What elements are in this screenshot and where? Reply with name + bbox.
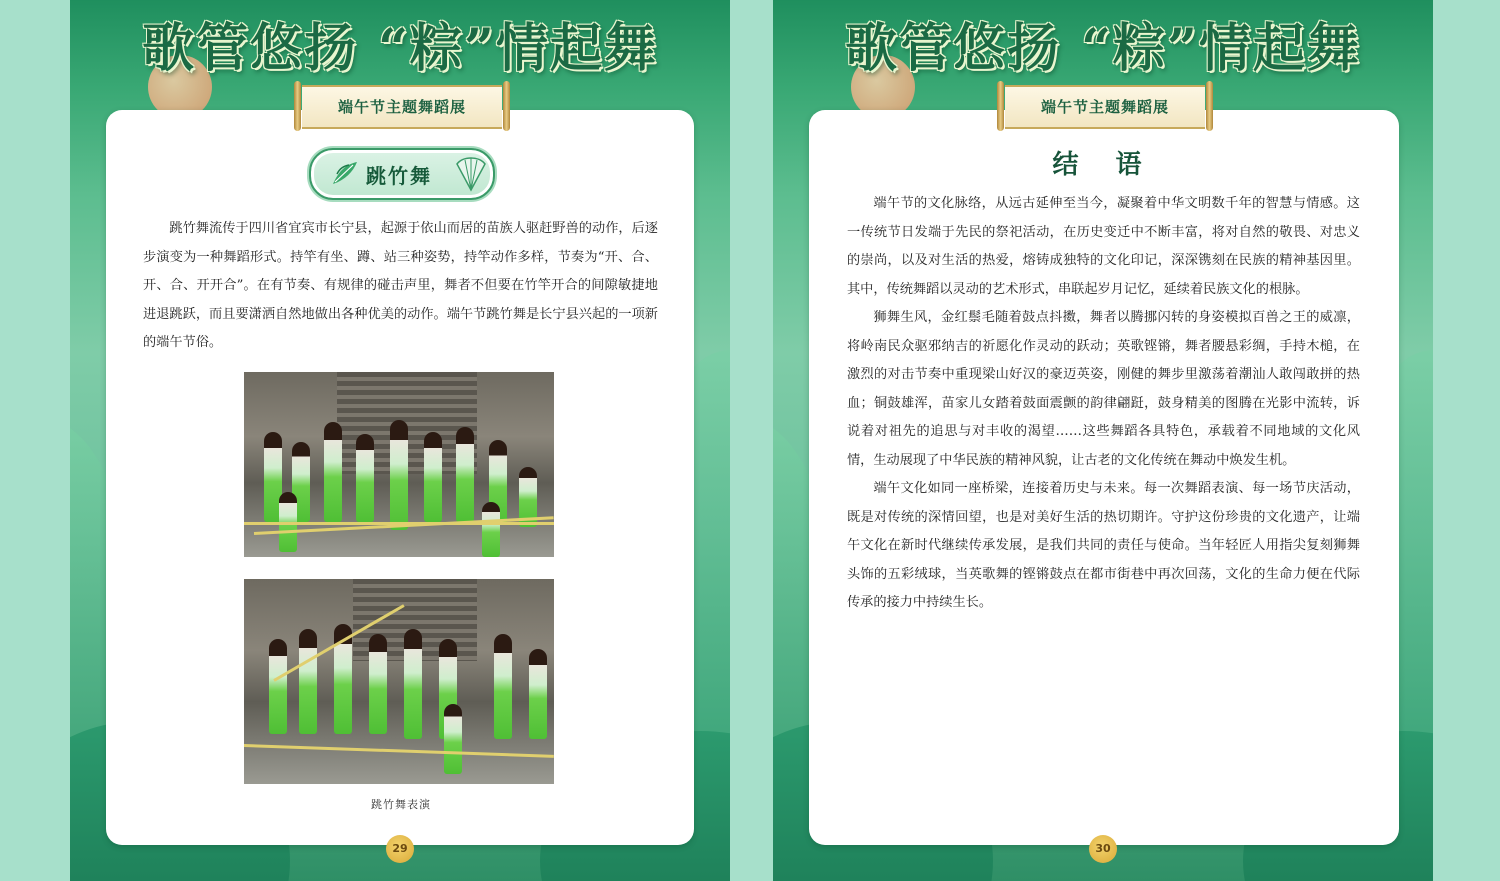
main-title: 歌管悠扬 “粽”情起舞 bbox=[845, 18, 1361, 79]
bamboo-pole bbox=[244, 744, 554, 758]
photo-dancer bbox=[529, 649, 547, 739]
paragraph-3: 端午文化如同一座桥梁，连接着历史与未来。每一次舞蹈表演、每一场节庆活动，既是对传统的深情回望，也是对美好生活的热切期许。守护这份珍贵的文化遗产，让端午文化在新时代继续传承发展，是我们共同的责任与使命。当年轻匠人用指尖复刻狮舞头饰的五彩绒球，当英歌舞的铿锵鼓点在都市街巷中再次回荡，文化的生命力便在代际传承的接力中持续生长。 bbox=[847, 481, 1360, 610]
main-title: 歌管悠扬 “粽”情起舞 bbox=[142, 18, 658, 79]
subtitle-banner: 端午节主题舞蹈展 bbox=[302, 85, 502, 129]
section-title: 结 语 bbox=[1052, 150, 1156, 180]
photo-dancer bbox=[456, 427, 474, 522]
photo-dancer bbox=[269, 639, 287, 734]
subtitle-banner: 端午节主题舞蹈展 bbox=[1005, 85, 1205, 129]
photo-caption: 跳竹舞表演 bbox=[371, 798, 431, 811]
paragraph-1: 端午节的文化脉络，从远古延伸至当今，凝聚着中华文明数千年的智慧与情感。这一传统节日发端于先民的祭祀活动，在历史变迁中不断丰富，将对自然的敬畏、对忠义的崇尚，以及对生活的热爱，熔铸成独特的文化印记，深深镌刻在民族的精神基因里。其中，传统舞蹈以灵动的艺术形式，串联起岁月记忆，延续着民族文化的根脉。 bbox=[847, 196, 1360, 297]
photo-dancer bbox=[404, 629, 422, 739]
photo-dancer bbox=[424, 432, 442, 522]
page-number: 29 bbox=[386, 835, 414, 863]
article-paragraph bbox=[143, 215, 658, 358]
photo-dancer bbox=[390, 420, 408, 530]
photo-dancer bbox=[494, 634, 512, 739]
photo-dancer bbox=[482, 502, 500, 557]
photo-bamboo-dance-2 bbox=[244, 579, 554, 784]
page-number: 30 bbox=[1089, 835, 1117, 863]
photo-bamboo-dance-1 bbox=[244, 372, 554, 557]
photo-dancer bbox=[444, 704, 462, 774]
paragraph-text: 跳竹舞流传于四川省宜宾市长宁县，起源于依山而居的苗族人驱赶野兽的动作，后逐步演变为一种舞蹈形式。持竿有坐、蹲、站三种姿势，持竿动作多样，节奏为“开、合、开、合、开开合”。在有节奏、有规律的碰击声里，舞者不但要在竹竿开合的间隙敏捷地进退跳跃，而且要潇洒自然地做出各种优美的动作。端午节跳竹舞是长宁县兴起的一项新的端午节俗。 bbox=[143, 221, 658, 350]
paragraph-2: 狮舞生风，金红鬃毛随着鼓点抖擞，舞者以腾挪闪转的身姿模拟百兽之王的威凛，将岭南民众驱邪纳吉的祈愿化作灵动的跃动；英歌铿锵，舞者腰悬彩绸，手持木槌，在激烈的对击节奏中重现梁山好汉的豪迈英姿，刚健的舞步里激荡着潮汕人敢闯敢拼的热血；铜鼓雄浑，苗家儿女踏着鼓面震颤的韵律翩跹，鼓身精美的图腾在光影中流转，诉说着对祖先的追思与对丰收的渴望……这些舞蹈各具特色，承载着不同地域的文化风情，生动展现了中华民族的精神风貌，让古老的文化传统在舞动中焕发生机。 bbox=[847, 310, 1360, 468]
content-card bbox=[809, 110, 1399, 845]
photo-dancer bbox=[369, 634, 387, 734]
content-card bbox=[106, 110, 694, 845]
section-badge bbox=[309, 148, 495, 200]
fan-icon bbox=[455, 154, 487, 192]
left-page bbox=[70, 0, 730, 881]
leaf-icon bbox=[331, 160, 359, 186]
section-title: 跳竹舞 bbox=[366, 164, 432, 188]
right-page bbox=[773, 0, 1433, 881]
article-body bbox=[847, 190, 1360, 618]
photo-dancer bbox=[299, 629, 317, 734]
photo-dancer bbox=[356, 434, 374, 522]
photo-dancer bbox=[324, 422, 342, 522]
